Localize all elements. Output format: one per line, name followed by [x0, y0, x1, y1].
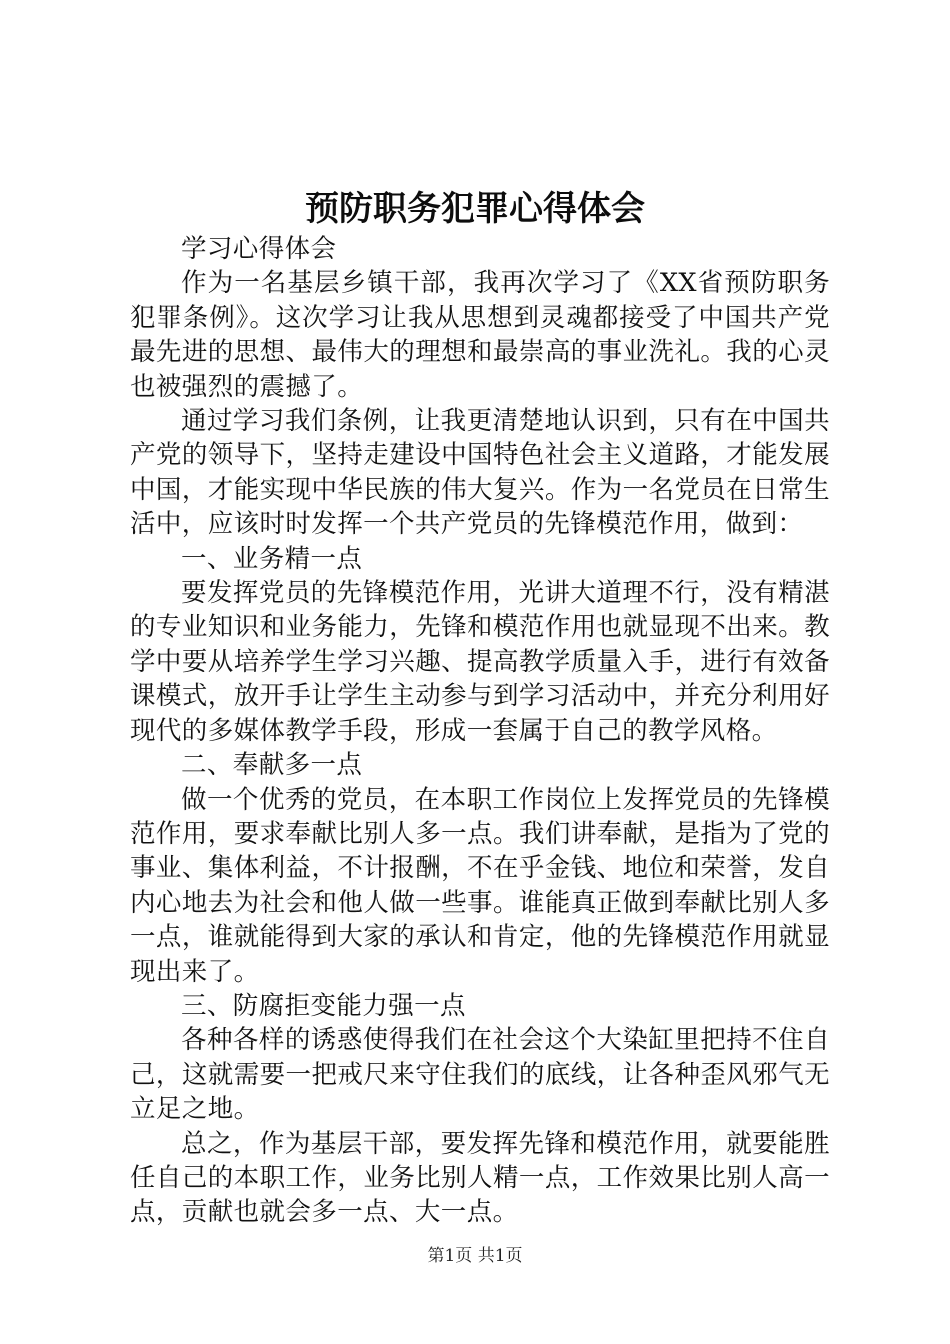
paragraph-section-1: 要发挥党员的先锋模范作用，光讲大道理不行，没有精湛的专业知识和业务能力，先锋和模范作用也就显现不出来。教学中要从培养学生学习兴趣、提高教学质量入手，进行有效备课模式，放开手让学生主动参与到学习活动中，并充分利用好现代的多媒体教学手段，形成一套属于自己的教学风格。: [130, 578, 830, 746]
paragraph-subtitle: 学习心得体会: [181, 234, 337, 264]
document-body: [130, 232, 830, 1230]
paragraph-section-3: 各种各样的诱惑使得我们在社会这个大染缸里把持不住自己，这就需要一把戒尺来守住我们的底线，让各种歪风邪气无立足之地。: [130, 1025, 830, 1125]
paragraph-section-2: 做一个优秀的党员，在本职工作岗位上发挥党员的先锋模范作用，要求奉献比别人多一点。我们讲奉献，是指为了党的事业、集体利益，不计报酬，不在乎金钱、地位和荣誉，发自内心地去为社会和他人做一些事。谁能真正做到奉献比别人多一点，谁就能得到大家的承认和肯定，他的先锋模范作用就显现出来了。: [130, 784, 830, 987]
document-title: 预防职务犯罪心得体会: [305, 189, 645, 229]
page-number-footer: 第1页 共1页: [427, 1246, 523, 1266]
paragraph-intro: 作为一名基层乡镇干部，我再次学习了《XX省预防职务犯罪条例》。这次学习让我从思想到灵魂都接受了中国共产党最先进的思想、最伟大的理想和最崇高的事业洗礼。我的心灵也被强烈的震撼了。: [130, 268, 830, 402]
section-heading-3: 三、防腐拒变能力强一点: [181, 990, 466, 1021]
paragraph-conclusion: 总之，作为基层干部，要发挥先锋和模范作用，就要能胜任自己的本职工作，业务比别人精一点，工作效果比别人高一点，贡献也就会多一点、大一点。: [130, 1128, 830, 1228]
paragraph-learning: 通过学习我们条例，让我更清楚地认识到，只有在中国共产党的领导下，坚持走建设中国特色社会主义道路，才能发展中国，才能实现中华民族的伟大复兴。作为一名党员在日常生活中，应该时时发挥一个共产党员的先锋模范作用，做到：: [130, 406, 830, 540]
section-heading-1: 一、业务精一点: [181, 543, 363, 574]
section-heading-2: 二、奉献多一点: [181, 750, 363, 781]
